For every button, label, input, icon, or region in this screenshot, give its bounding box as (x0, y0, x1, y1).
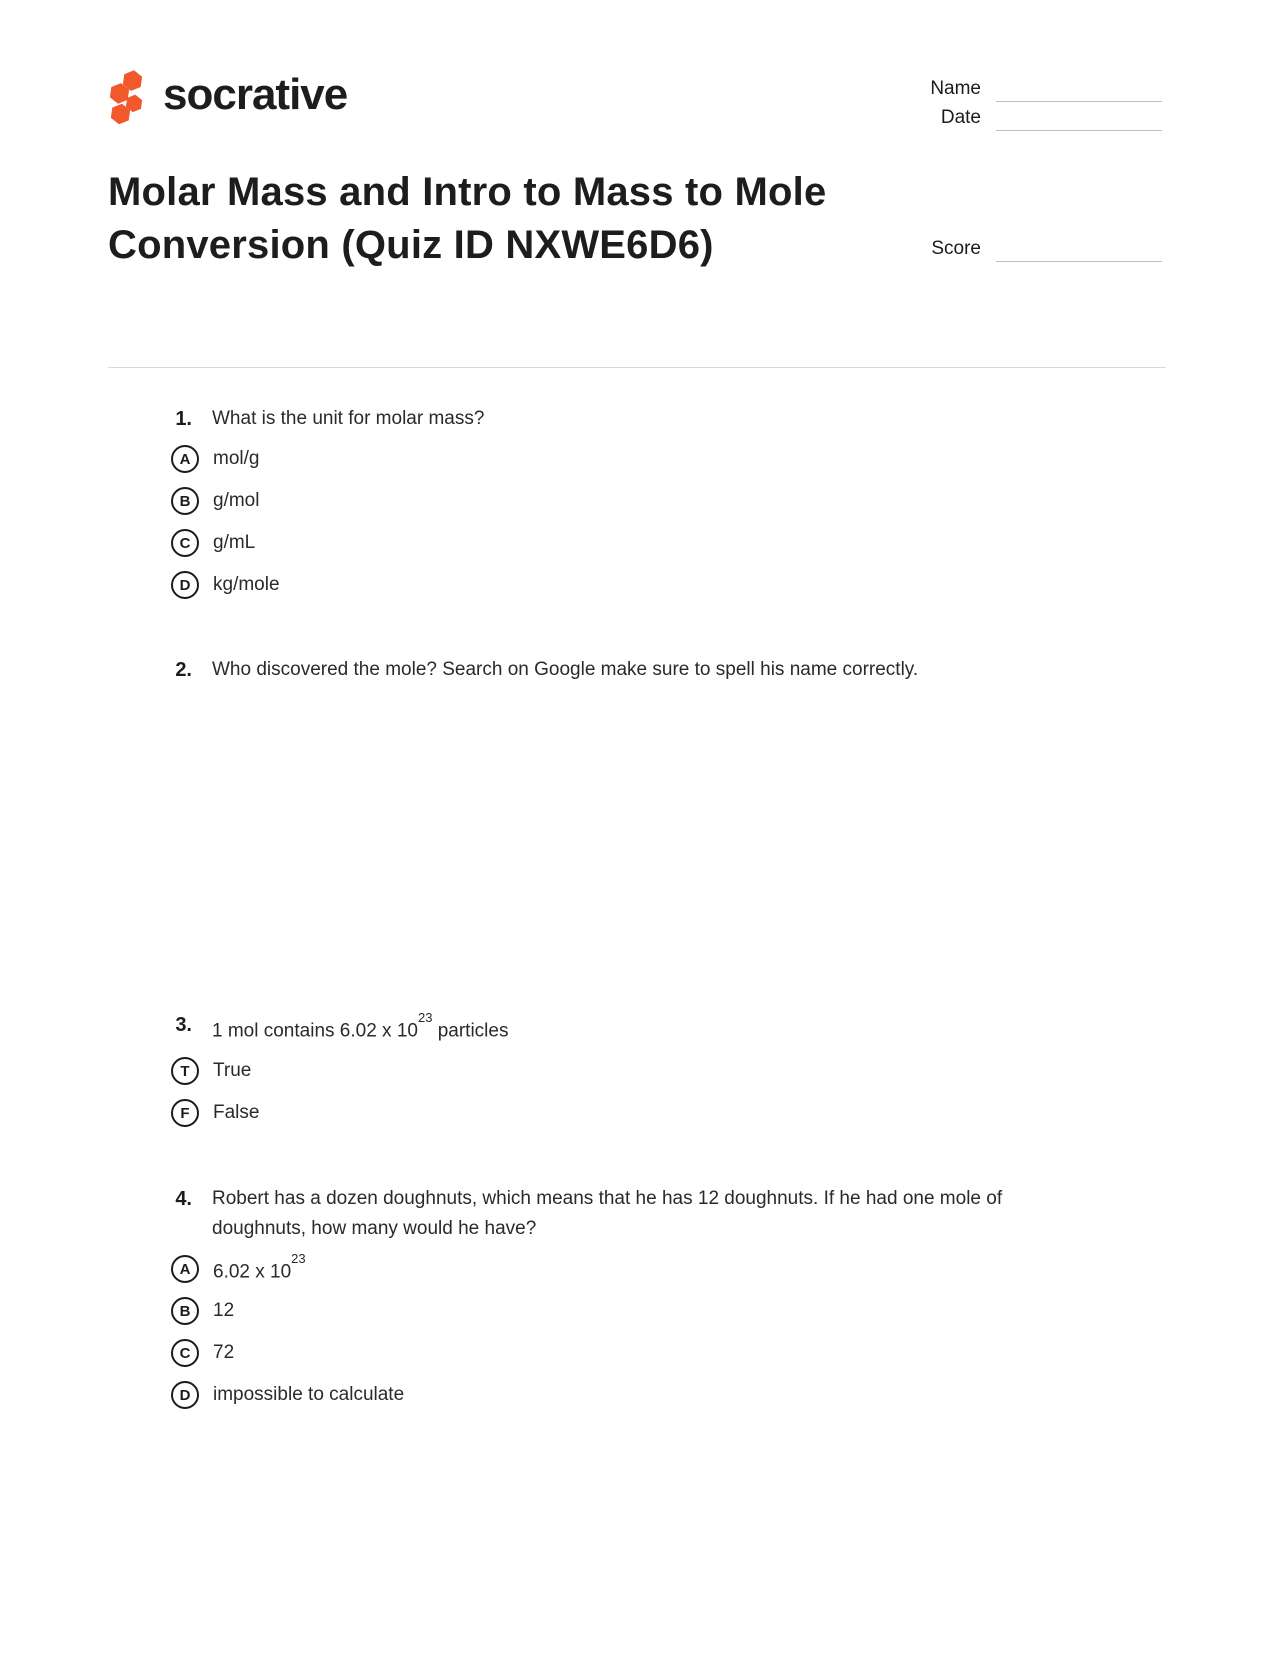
option-d[interactable] (171, 1381, 1108, 1409)
question-number: 1. (175, 408, 192, 430)
option-a[interactable] (171, 1250, 1108, 1283)
socrative-logo (110, 66, 347, 124)
score-fill-line[interactable] (996, 238, 1162, 262)
option-true[interactable] (171, 1057, 1108, 1085)
option-a-bubble[interactable]: A (171, 445, 199, 473)
option-c[interactable] (171, 1339, 1108, 1367)
option-a[interactable] (171, 445, 1108, 473)
name-label: Name (930, 78, 981, 99)
option-true-label: True (213, 1060, 252, 1082)
question-number: 4. (175, 1188, 192, 1210)
option-c-label: 72 (213, 1342, 235, 1363)
socrative-wordmark: socrative (163, 70, 348, 119)
option-b-bubble[interactable]: B (171, 1297, 199, 1325)
question-3-options (108, 1057, 1108, 1127)
option-d-label: kg/mole (213, 574, 280, 595)
question-4-options (108, 1250, 1108, 1409)
option-c-bubble[interactable]: C (171, 1339, 199, 1367)
option-false-bubble[interactable]: F (171, 1099, 199, 1127)
date-fill-line[interactable] (996, 107, 1162, 131)
question-3 (108, 1010, 1108, 1127)
option-c-bubble[interactable]: C (171, 529, 199, 557)
question-4 (108, 1184, 1108, 1409)
question-text (212, 1010, 508, 1046)
name-fill-line[interactable] (996, 78, 1162, 102)
date-label: Date (940, 107, 981, 128)
question-2 (108, 655, 1108, 685)
question-text: What is the unit for molar mass? (212, 408, 485, 429)
option-b-bubble[interactable]: B (171, 487, 199, 515)
name-field-row (919, 72, 1162, 102)
option-d-label: impossible to calculate (213, 1384, 405, 1405)
option-false[interactable] (171, 1099, 1108, 1127)
option-b[interactable] (171, 1297, 1108, 1325)
quiz-title: Molar Mass and Intro to Mass to Mole Conversion (Quiz ID NXWE6D6) (108, 170, 827, 267)
question-text-pre: 1 mol contains 6.02 x 10 (212, 1020, 418, 1042)
option-a-bubble[interactable]: A (171, 1255, 199, 1283)
date-field-row (919, 101, 1162, 131)
question-1-options (108, 445, 1108, 599)
score-label: Score (931, 238, 981, 259)
question-text: Who discovered the mole? Search on Google make sure to spell his name correctly. (212, 659, 919, 680)
question-text-post: particles (432, 1020, 509, 1042)
score-field-row (919, 232, 1162, 262)
option-d[interactable] (171, 571, 1108, 599)
option-a-label (213, 1252, 306, 1286)
option-a-exponent: 23 (291, 1250, 306, 1266)
question-number: 3. (175, 1014, 192, 1036)
option-true-bubble[interactable]: T (171, 1057, 199, 1085)
socrative-hexagons-icon (110, 66, 154, 124)
option-b-label: 12 (213, 1300, 235, 1321)
question-number: 2. (175, 659, 192, 681)
question-text-exponent: 23 (417, 1010, 433, 1025)
option-a-label: mol/g (213, 448, 260, 469)
option-d-bubble[interactable]: D (171, 1381, 199, 1409)
question-1 (108, 404, 1108, 599)
option-c[interactable] (171, 529, 1108, 557)
option-a-value: 6.02 x 10 (213, 1261, 292, 1283)
option-b-label: g/mol (213, 490, 260, 511)
question-text: Robert has a dozen doughnuts, which means that he has 12 doughnuts. If he had one mole of doughnuts, how many would he have? (212, 1188, 1003, 1239)
header-divider (108, 367, 1166, 368)
option-b[interactable] (171, 487, 1108, 515)
option-d-bubble[interactable]: D (171, 571, 199, 599)
option-c-label: g/mL (213, 532, 256, 553)
option-false-label: False (213, 1102, 260, 1124)
